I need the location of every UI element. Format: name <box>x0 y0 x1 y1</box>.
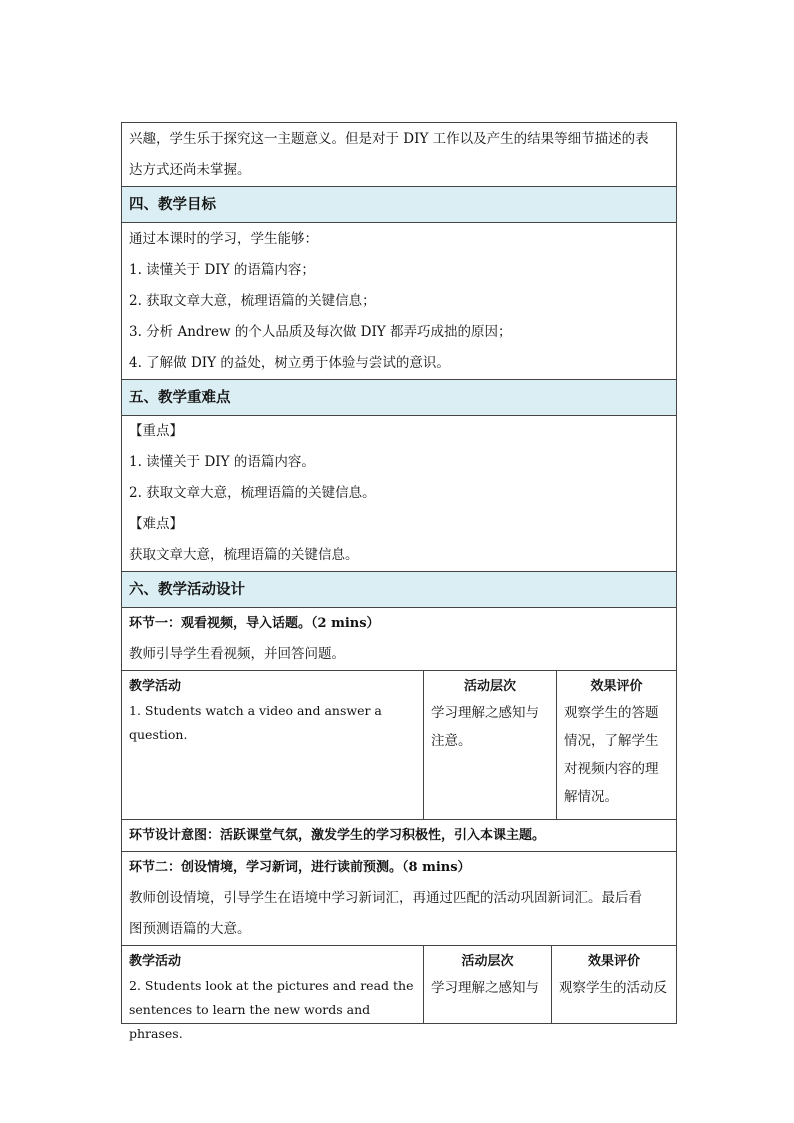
evaluation-line: 情况，了解学生 <box>564 733 659 749</box>
activity-column <box>122 946 423 1041</box>
activity-column-title: 教学活动 <box>129 954 182 969</box>
objective-item: 4. 了解做 DIY 的益处，树立勇于体验与尝试的意识。 <box>129 355 450 371</box>
level-line: 注意。 <box>431 733 472 749</box>
stage1-title: 环节一：观看视频，导入话题。（2 mins） <box>129 616 380 631</box>
difficulty-text: 获取文章大意，梳理语篇的关键信息。 <box>129 547 359 563</box>
design-intent-text: 环节设计意图：活跃课堂气氛，激发学生的学习积极性，引入本课主题。 <box>129 828 546 843</box>
lesson-plan-page <box>121 122 677 1041</box>
activity-text: 2. Students look at the pictures and read the <box>129 978 414 993</box>
level-line: 学习理解之感知与 <box>431 705 539 721</box>
stage1-design-intent <box>121 819 677 851</box>
stage2-desc-line-1: 教师创设情境，引导学生在语境中学习新词汇，再通过匹配的活动巩固新词汇。最后看 <box>129 890 642 906</box>
level-column <box>423 946 551 1023</box>
stage2-activity-table <box>121 945 677 1041</box>
evaluation-column <box>551 946 676 1023</box>
focus-label: 【重点】 <box>129 423 183 439</box>
intro-line-1: 兴趣，学生乐于探究这一主题意义。但是对于 DIY 工作以及产生的结果等细节描述的表 <box>129 131 649 147</box>
intro-section <box>121 122 677 186</box>
level-column-title: 活动层次 <box>461 954 514 969</box>
objective-item: 3. 分析 Andrew 的个人品质及每次做 DIY 都弄巧成拙的原因； <box>129 324 512 340</box>
stage1-section <box>121 607 677 670</box>
activity-column <box>122 671 423 819</box>
activity-text: sentences to learn the new words and phrases. <box>129 1002 371 1041</box>
objectives-header: 四、教学目标 <box>121 186 677 222</box>
stage2-desc-line-2: 图预测语篇的大意。 <box>129 921 251 937</box>
evaluation-line: 对视频内容的理 <box>564 761 659 777</box>
level-column <box>423 671 556 819</box>
key-points-section <box>121 415 677 571</box>
focus-item: 1. 读懂关于 DIY 的语篇内容。 <box>129 454 315 470</box>
evaluation-line: 观察学生的活动反 <box>559 980 667 996</box>
objectives-lead: 通过本课时的学习，学生能够： <box>129 231 318 247</box>
objectives-section <box>121 222 677 379</box>
key-points-header: 五、教学重难点 <box>121 379 677 415</box>
evaluation-line: 解情况。 <box>564 789 618 805</box>
evaluation-column-title: 效果评价 <box>587 954 640 969</box>
difficulty-label: 【难点】 <box>129 516 183 532</box>
evaluation-column-title: 效果评价 <box>590 679 643 694</box>
intro-line-2: 达方式还尚未掌握。 <box>129 162 251 178</box>
evaluation-line: 观察学生的答题 <box>564 705 659 721</box>
level-column-title: 活动层次 <box>463 679 516 694</box>
stage1-desc: 教师引导学生看视频，并回答问题。 <box>129 646 345 662</box>
level-line: 学习理解之感知与 <box>431 980 539 996</box>
stage2-section <box>121 851 677 945</box>
stage1-activity-table <box>121 670 677 819</box>
activity-column-title: 教学活动 <box>129 679 182 694</box>
activities-header: 六、教学活动设计 <box>121 571 677 607</box>
stage2-title: 环节二：创设情境，学习新词，进行读前预测。（8 mins） <box>129 860 471 875</box>
objective-item: 1. 读懂关于 DIY 的语篇内容； <box>129 262 315 278</box>
objective-item: 2. 获取文章大意，梳理语篇的关键信息； <box>129 293 376 309</box>
activity-text: 1. Students watch a video and answer a question. <box>129 703 382 742</box>
evaluation-column <box>556 671 676 819</box>
focus-item: 2. 获取文章大意，梳理语篇的关键信息。 <box>129 485 376 501</box>
